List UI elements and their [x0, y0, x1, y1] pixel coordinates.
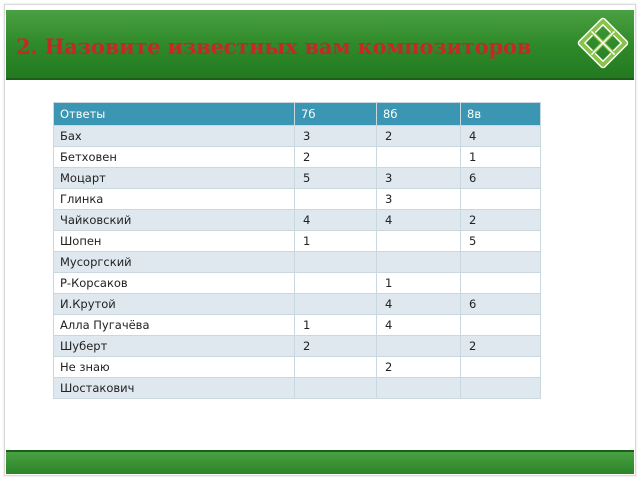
value-7b: 3 — [295, 126, 377, 147]
value-8b — [377, 378, 461, 399]
composer-name: Шостакович — [54, 378, 295, 399]
composer-name: Алла Пугачёва — [54, 315, 295, 336]
value-7b — [295, 378, 377, 399]
value-8v: 6 — [461, 294, 541, 315]
table-row — [54, 273, 541, 294]
value-8v — [461, 357, 541, 378]
table-row — [54, 231, 541, 252]
header-class-7b: 7б — [295, 103, 377, 126]
composer-name: Глинка — [54, 189, 295, 210]
value-8v — [461, 252, 541, 273]
value-8b — [377, 147, 461, 168]
header-class-8v: 8в — [461, 103, 541, 126]
composer-name: Шуберт — [54, 336, 295, 357]
table-row — [54, 378, 541, 399]
value-8v: 4 — [461, 126, 541, 147]
table-row — [54, 126, 541, 147]
value-8b: 1 — [377, 273, 461, 294]
value-7b — [295, 189, 377, 210]
value-8v: 2 — [461, 336, 541, 357]
table-row — [54, 357, 541, 378]
table-row — [54, 210, 541, 231]
value-7b — [295, 252, 377, 273]
value-7b: 1 — [295, 231, 377, 252]
value-8b — [377, 252, 461, 273]
value-7b: 2 — [295, 336, 377, 357]
composer-name: И.Крутой — [54, 294, 295, 315]
slide-title: 2. Назовите известных вам композиторов — [16, 34, 532, 59]
composer-name: Не знаю — [54, 357, 295, 378]
composer-name: Бах — [54, 126, 295, 147]
value-8v: 6 — [461, 168, 541, 189]
footer-bar — [6, 450, 634, 474]
composer-name: Шопен — [54, 231, 295, 252]
value-8b: 4 — [377, 315, 461, 336]
value-8v: 5 — [461, 231, 541, 252]
value-7b — [295, 357, 377, 378]
value-7b: 5 — [295, 168, 377, 189]
value-7b — [295, 273, 377, 294]
value-8b — [377, 231, 461, 252]
header-class-8b: 8б — [377, 103, 461, 126]
value-7b: 2 — [295, 147, 377, 168]
table-header-row — [54, 103, 541, 126]
header-answers: Ответы — [54, 103, 295, 126]
value-8b — [377, 336, 461, 357]
value-8v: 1 — [461, 147, 541, 168]
composer-name: Моцарт — [54, 168, 295, 189]
composer-name: Чайковский — [54, 210, 295, 231]
value-8v — [461, 273, 541, 294]
table-row — [54, 252, 541, 273]
composer-name: Бетховен — [54, 147, 295, 168]
table-row — [54, 189, 541, 210]
table-row — [54, 147, 541, 168]
table-row — [54, 336, 541, 357]
value-8b: 2 — [377, 126, 461, 147]
value-8v — [461, 315, 541, 336]
value-7b: 1 — [295, 315, 377, 336]
celtic-knot-logo-icon — [574, 12, 632, 74]
value-8v — [461, 189, 541, 210]
value-8b: 3 — [377, 189, 461, 210]
composer-name: Мусоргский — [54, 252, 295, 273]
value-8v — [461, 378, 541, 399]
value-7b: 4 — [295, 210, 377, 231]
table-row — [54, 168, 541, 189]
table-row — [54, 294, 541, 315]
value-8b: 4 — [377, 294, 461, 315]
value-7b — [295, 294, 377, 315]
value-8v: 2 — [461, 210, 541, 231]
value-8b: 2 — [377, 357, 461, 378]
table-row — [54, 315, 541, 336]
answers-table — [53, 102, 541, 399]
value-8b: 3 — [377, 168, 461, 189]
composer-name: Р-Корсаков — [54, 273, 295, 294]
value-8b: 4 — [377, 210, 461, 231]
